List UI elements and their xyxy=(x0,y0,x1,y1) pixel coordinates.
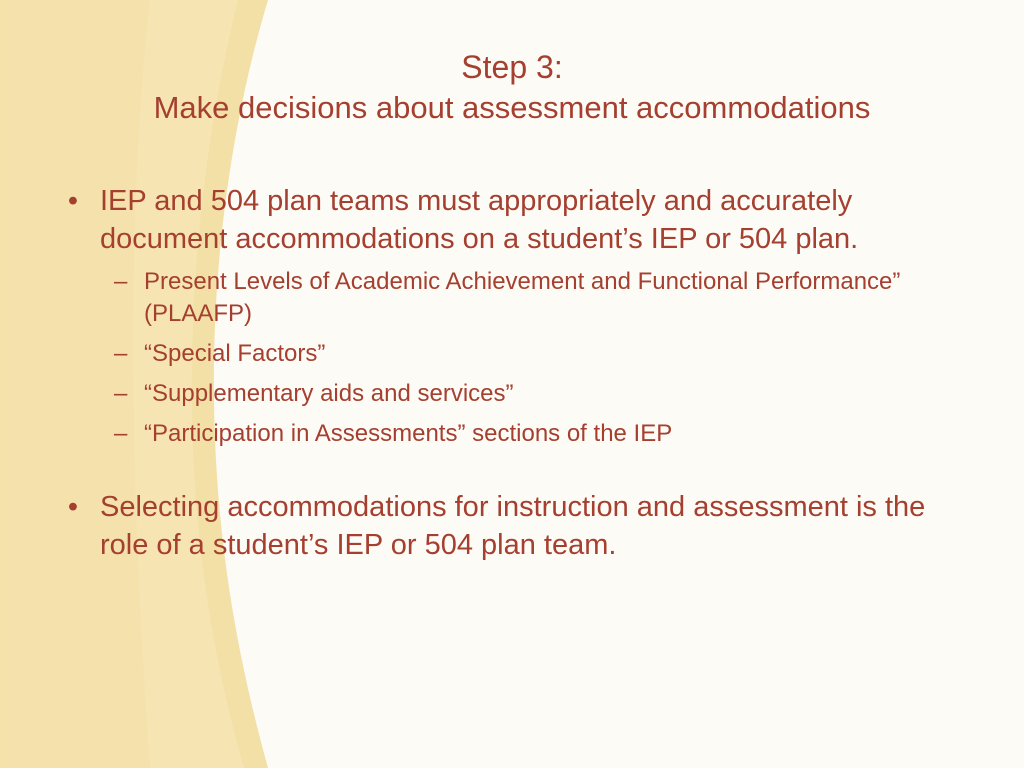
spacer xyxy=(58,450,958,488)
sub-bullet-text: “Supplementary aids and services” xyxy=(144,380,514,407)
sub-bullet-item xyxy=(114,378,958,410)
sub-bullet-item xyxy=(114,418,958,450)
sub-bullet-marker: – xyxy=(114,420,128,447)
bullet-item xyxy=(58,488,958,564)
bullet-marker: • xyxy=(67,185,79,217)
bullet-text: IEP and 504 plan teams must appropriately and accurately document accommodations on a student’s IEP or 504 plan. xyxy=(100,185,859,255)
bullet-marker: • xyxy=(67,491,79,523)
sub-bullet-marker: – xyxy=(114,268,128,295)
sub-bullet-item xyxy=(114,266,958,330)
sub-bullet-marker: – xyxy=(114,340,128,367)
sub-bullet-marker: – xyxy=(114,380,128,407)
bullet-item xyxy=(58,182,958,258)
title-step: Step 3: xyxy=(461,49,563,85)
bullet-list xyxy=(58,182,958,564)
bullet-text: Selecting accommodations for instruction and assessment is the role of a student’s IEP or 504 plan team. xyxy=(100,491,926,561)
sub-bullet-item xyxy=(114,338,958,370)
sub-bullet-text: “Participation in Assessments” sections of the IEP xyxy=(144,420,673,447)
slide-title xyxy=(0,48,1024,127)
title-heading: Make decisions about assessment accommodations xyxy=(153,90,871,126)
sub-bullet-text: Present Levels of Academic Achievement and Functional Performance” (PLAAFP) xyxy=(144,268,901,327)
sub-bullet-text: “Special Factors” xyxy=(144,340,326,367)
